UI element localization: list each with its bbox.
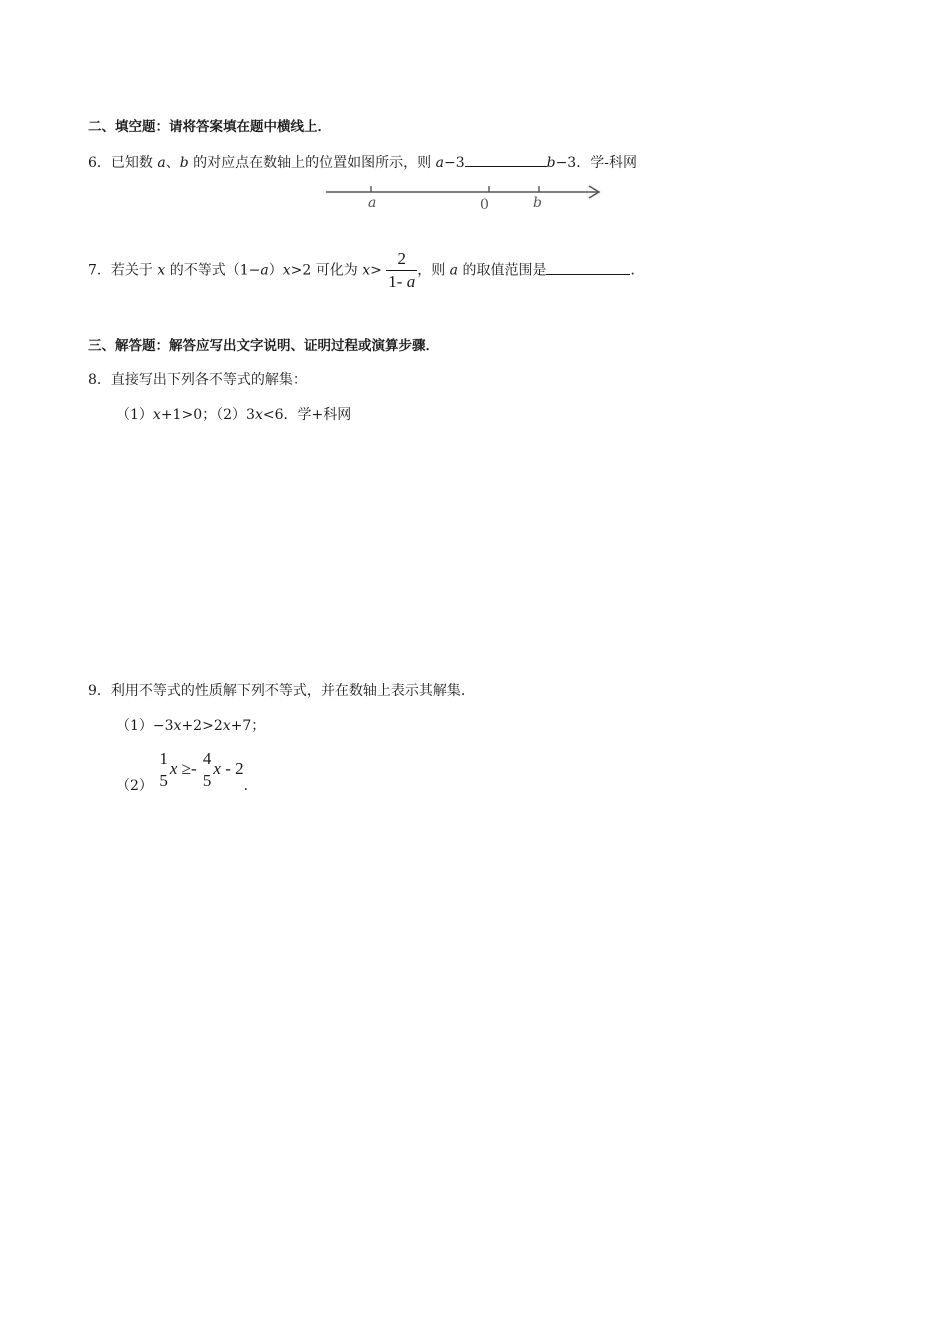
- question-number: 9．: [88, 683, 111, 699]
- part-label: （2）: [116, 778, 153, 794]
- question-text: 利用不等式的性质解下列不等式，并在数轴上表示其解集．: [110, 683, 475, 699]
- variable-x: x: [362, 262, 371, 279]
- variable-b: b: [179, 155, 189, 171]
- denominator-text: 1-: [388, 272, 407, 291]
- part-text: +1>0；: [160, 407, 217, 423]
- question-text: 的对应点在数轴上的位置如图所示，则: [188, 155, 436, 171]
- variable-a: a: [435, 155, 444, 171]
- expression-text: −3．学-科网: [555, 155, 637, 171]
- question-text: 的不等式（1−: [165, 262, 261, 279]
- question-8-parts: [116, 405, 351, 425]
- question-number: 6．: [88, 155, 111, 171]
- question-8: [88, 370, 307, 390]
- variable-x: x: [254, 407, 263, 423]
- section-2-heading: 二、填空题：请将答案填在题中横线上．: [88, 119, 331, 135]
- part-text: <6．学+科网: [262, 407, 352, 423]
- fraction-numerator: 2: [397, 249, 406, 268]
- question-number: 7．: [88, 262, 111, 279]
- question-text: 已知数: [110, 155, 158, 171]
- tick-label-0: 0: [480, 197, 489, 213]
- question-6: [88, 151, 637, 173]
- fraction-denominator: 5: [159, 771, 168, 790]
- part-text: +2>2: [181, 718, 223, 734]
- variable-x: x: [152, 407, 161, 423]
- variable-x: x: [222, 718, 231, 734]
- tick-label-a: a: [368, 195, 377, 211]
- part-text: ．: [243, 778, 258, 794]
- part-label: （1）: [116, 407, 153, 423]
- question-text: >2 可化为: [290, 262, 363, 279]
- variable-x: x: [157, 262, 166, 279]
- question-text: 若关于: [110, 262, 158, 279]
- question-text: >: [370, 262, 382, 279]
- variable-x: x: [169, 759, 178, 778]
- expression-text: −3: [443, 155, 465, 171]
- variable-x: x: [173, 718, 182, 734]
- question-9: [88, 681, 475, 701]
- question-9-part-1: [116, 716, 265, 736]
- tick-label-b: b: [533, 195, 542, 211]
- part-text: +7；: [230, 718, 266, 734]
- part-label: （1）−3: [116, 718, 174, 734]
- question-text: 、: [165, 155, 180, 171]
- variable-x: x: [282, 262, 291, 279]
- operator-geq: ≥-: [177, 759, 201, 778]
- section-3-heading: 三、解答题：解答应写出文字说明、证明过程或演算步骤．: [88, 338, 439, 354]
- fraction-2-over-1-minus-a: [386, 248, 417, 293]
- fraction-numerator: 1: [159, 749, 168, 768]
- question-9-part-2: [116, 748, 258, 792]
- answer-blank[interactable]: [465, 151, 547, 167]
- variable-a: a: [260, 262, 269, 279]
- question-text: 的取值范围是: [458, 262, 547, 279]
- variable-a: a: [157, 155, 166, 171]
- fraction-denominator: 5: [202, 771, 212, 790]
- variable-x: x: [213, 759, 221, 778]
- number-line-figure: [322, 180, 607, 214]
- question-number: 8．: [88, 372, 111, 388]
- fraction-numerator: 4: [202, 749, 212, 768]
- question-text: ，则: [417, 262, 450, 279]
- answer-blank[interactable]: [546, 259, 630, 275]
- fraction-4-over-5: [201, 748, 214, 792]
- question-7: [88, 248, 644, 293]
- variable-b: b: [546, 155, 556, 171]
- question-text: ）: [268, 262, 283, 279]
- fraction-1-over-5: [157, 748, 170, 792]
- part-label: （2）3: [216, 407, 255, 423]
- variable-a: a: [406, 272, 416, 291]
- question-text: 直接写出下列各不等式的解集：: [110, 372, 307, 388]
- question-text: ．: [630, 262, 645, 279]
- variable-a: a: [449, 262, 459, 279]
- fraction-denominator: [386, 270, 417, 293]
- expression-tail: - 2: [220, 759, 244, 778]
